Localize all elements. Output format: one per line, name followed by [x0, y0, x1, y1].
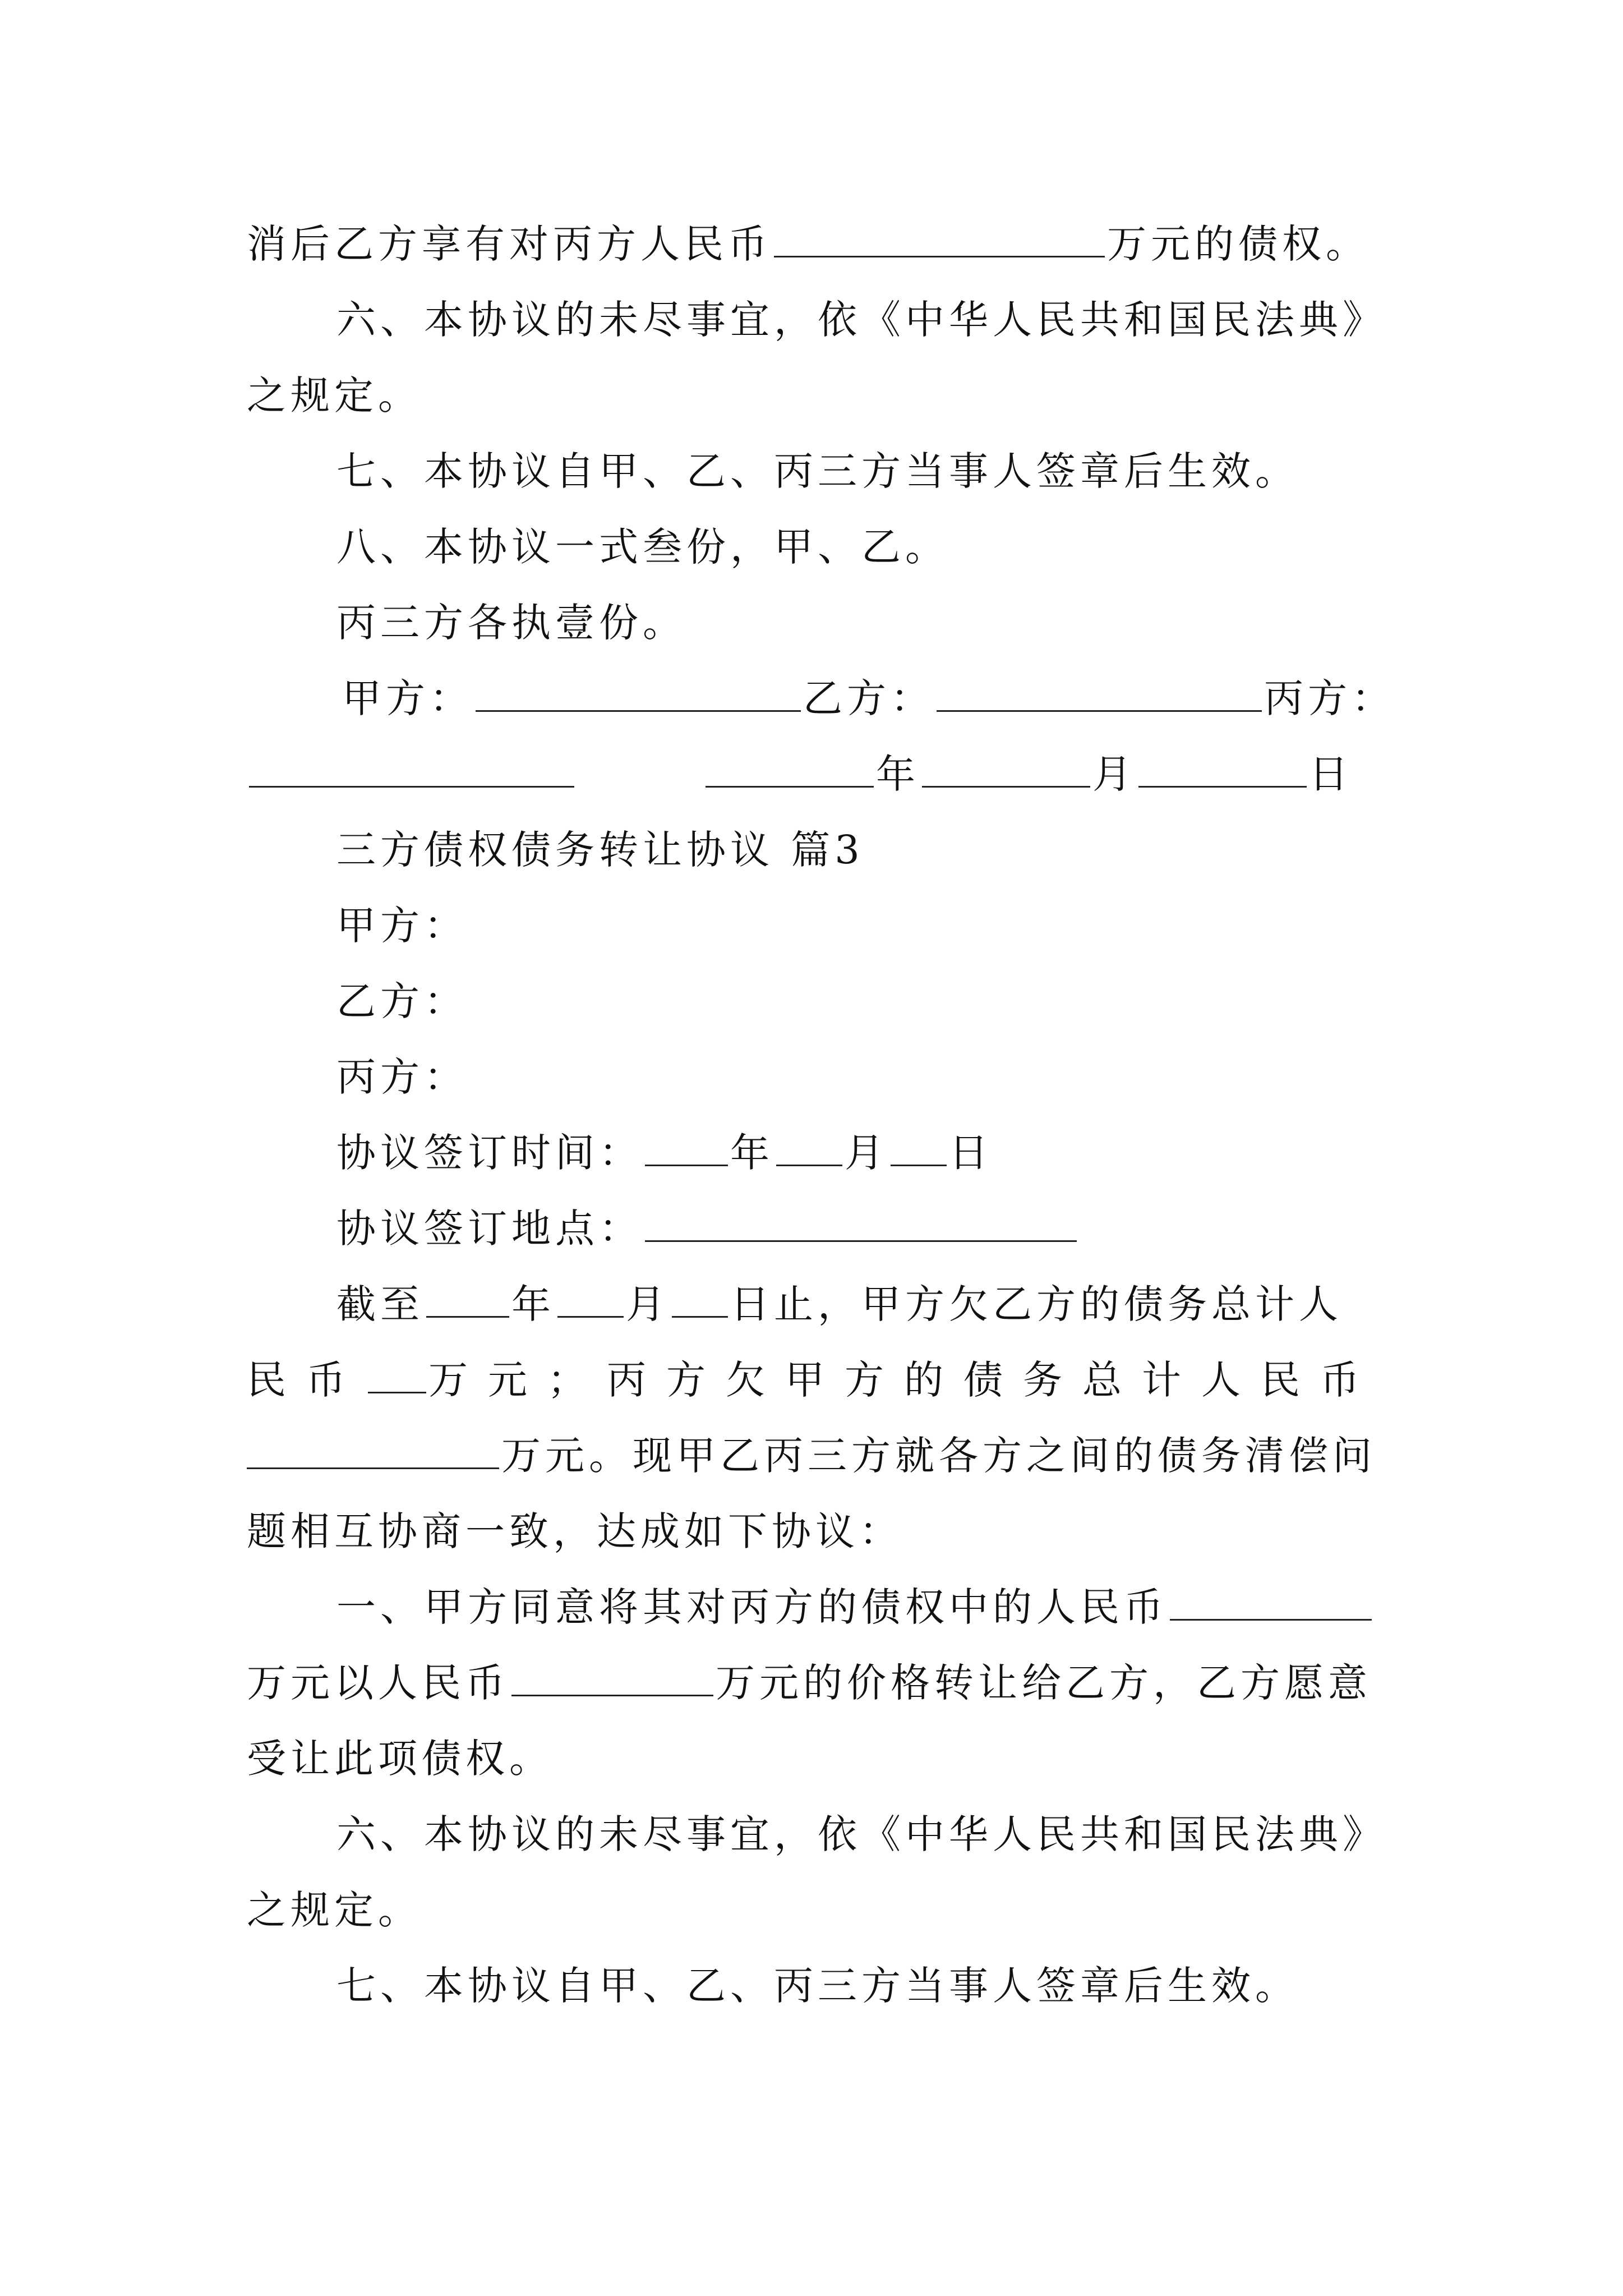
section-heading [336, 819, 1380, 881]
party-a-line [336, 895, 1380, 956]
month-label: 月 [845, 1130, 888, 1176]
text-fragment: 万元的债权。 [1107, 221, 1370, 267]
text-line-20 [247, 1652, 1380, 1714]
day-label: 日 [949, 1130, 993, 1176]
year-label: 年 [876, 751, 920, 797]
month-blank [557, 1276, 624, 1318]
amount-blank [247, 1427, 499, 1469]
text-line-21 [247, 1728, 1380, 1789]
party-c-line [336, 1046, 1380, 1108]
text-line-18 [247, 1501, 1380, 1562]
signing-place-line [336, 1198, 1380, 1259]
month-blank [776, 1124, 842, 1166]
text-fragment: 受让此项债权。 [247, 1736, 553, 1782]
signing-date-line [336, 1122, 1380, 1184]
text-line-5 [336, 516, 1380, 578]
party-b-label: 乙方： [803, 675, 934, 721]
amount-blank [1170, 1579, 1372, 1621]
text-fragment: 丙三方各执壹份。 [336, 600, 686, 646]
clause-six: 六、本协议的未尽事宜，依《中华人民共和国民法典》 [336, 297, 1386, 343]
text-fragment: 万元；丙方欠甲方的债务总计人民币 [428, 1357, 1380, 1403]
text-fragment: 消后乙方享有对丙方人民币 [247, 221, 772, 267]
text-line-4 [336, 440, 1380, 502]
text-fragment: 年 [511, 1281, 555, 1327]
text-line-17 [247, 1425, 1380, 1487]
signing-place-label: 协议签订地点： [336, 1205, 643, 1251]
party-b-line [336, 970, 1380, 1032]
party-b-label: 乙方： [336, 978, 468, 1024]
text-line-1 [247, 213, 1380, 275]
day-blank [1138, 746, 1307, 788]
text-line-23 [247, 1879, 1380, 1941]
day-blank [672, 1276, 728, 1318]
clause-seven: 七、本协议自甲、乙、丙三方当事人签章后生效。 [336, 448, 1299, 494]
text-fragment: 之规定。 [247, 372, 422, 418]
text-line-15 [336, 1273, 1380, 1335]
price-blank [511, 1654, 713, 1696]
party-b-blank [937, 670, 1262, 712]
signing-date-label: 协议签订时间： [336, 1130, 643, 1176]
signature-line [342, 668, 1395, 729]
month-blank [922, 746, 1090, 788]
month-label: 月 [1092, 751, 1136, 797]
clause-seven: 七、本协议自甲、乙、丙三方当事人签章后生效。 [336, 1963, 1299, 2009]
text-line-6 [336, 592, 1380, 654]
day-label: 日 [1309, 751, 1353, 797]
party-c-label: 丙方： [336, 1054, 468, 1100]
text-line-19 [336, 1576, 1380, 1638]
text-line-24 [336, 1955, 1380, 2017]
year-label: 年 [730, 1130, 774, 1176]
text-line-16 [247, 1349, 1380, 1411]
fill-blank [774, 215, 1105, 257]
text-fragment: 题相互协商一致，达成如下协议： [247, 1508, 903, 1554]
text-line-2 [336, 289, 1386, 351]
text-fragment: 万元的价格转让给乙方，乙方愿意 [716, 1660, 1372, 1706]
text-fragment: 民币 [247, 1357, 366, 1403]
party-c-blank [249, 746, 574, 788]
text-fragment: 万元以人民币 [247, 1660, 509, 1706]
text-fragment: 万元。现甲乙丙三方就各方之间的债务清偿问 [501, 1433, 1376, 1479]
party-a-label: 甲方： [336, 903, 468, 949]
party-a-label: 甲方： [342, 675, 473, 721]
text-fragment: 截至 [336, 1281, 424, 1327]
text-fragment: 日止，甲方欠乙方的债务总计人 [730, 1281, 1343, 1327]
clause-eight: 八、本协议一式叁份，甲、乙。 [336, 524, 949, 570]
year-blank [426, 1276, 509, 1318]
place-blank [645, 1200, 1077, 1242]
date-line [247, 743, 1380, 805]
amount-blank [368, 1351, 426, 1393]
text-fragment: 之规定。 [247, 1887, 422, 1933]
day-blank [891, 1124, 947, 1166]
text-fragment: 月 [626, 1281, 670, 1327]
clause-six: 六、本协议的未尽事宜，依《中华人民共和国民法典》 [336, 1811, 1386, 1857]
clause-one: 一、甲方同意将其对丙方的债权中的人民币 [336, 1584, 1168, 1630]
party-c-label: 丙方： [1264, 675, 1395, 721]
party-a-blank [476, 670, 801, 712]
year-blank [706, 746, 874, 788]
year-blank [645, 1124, 728, 1166]
text-line-3 [247, 365, 1380, 426]
text-line-22 [336, 1803, 1386, 1865]
section-title: 三方债权债务转让协议 篇3 [336, 827, 864, 873]
